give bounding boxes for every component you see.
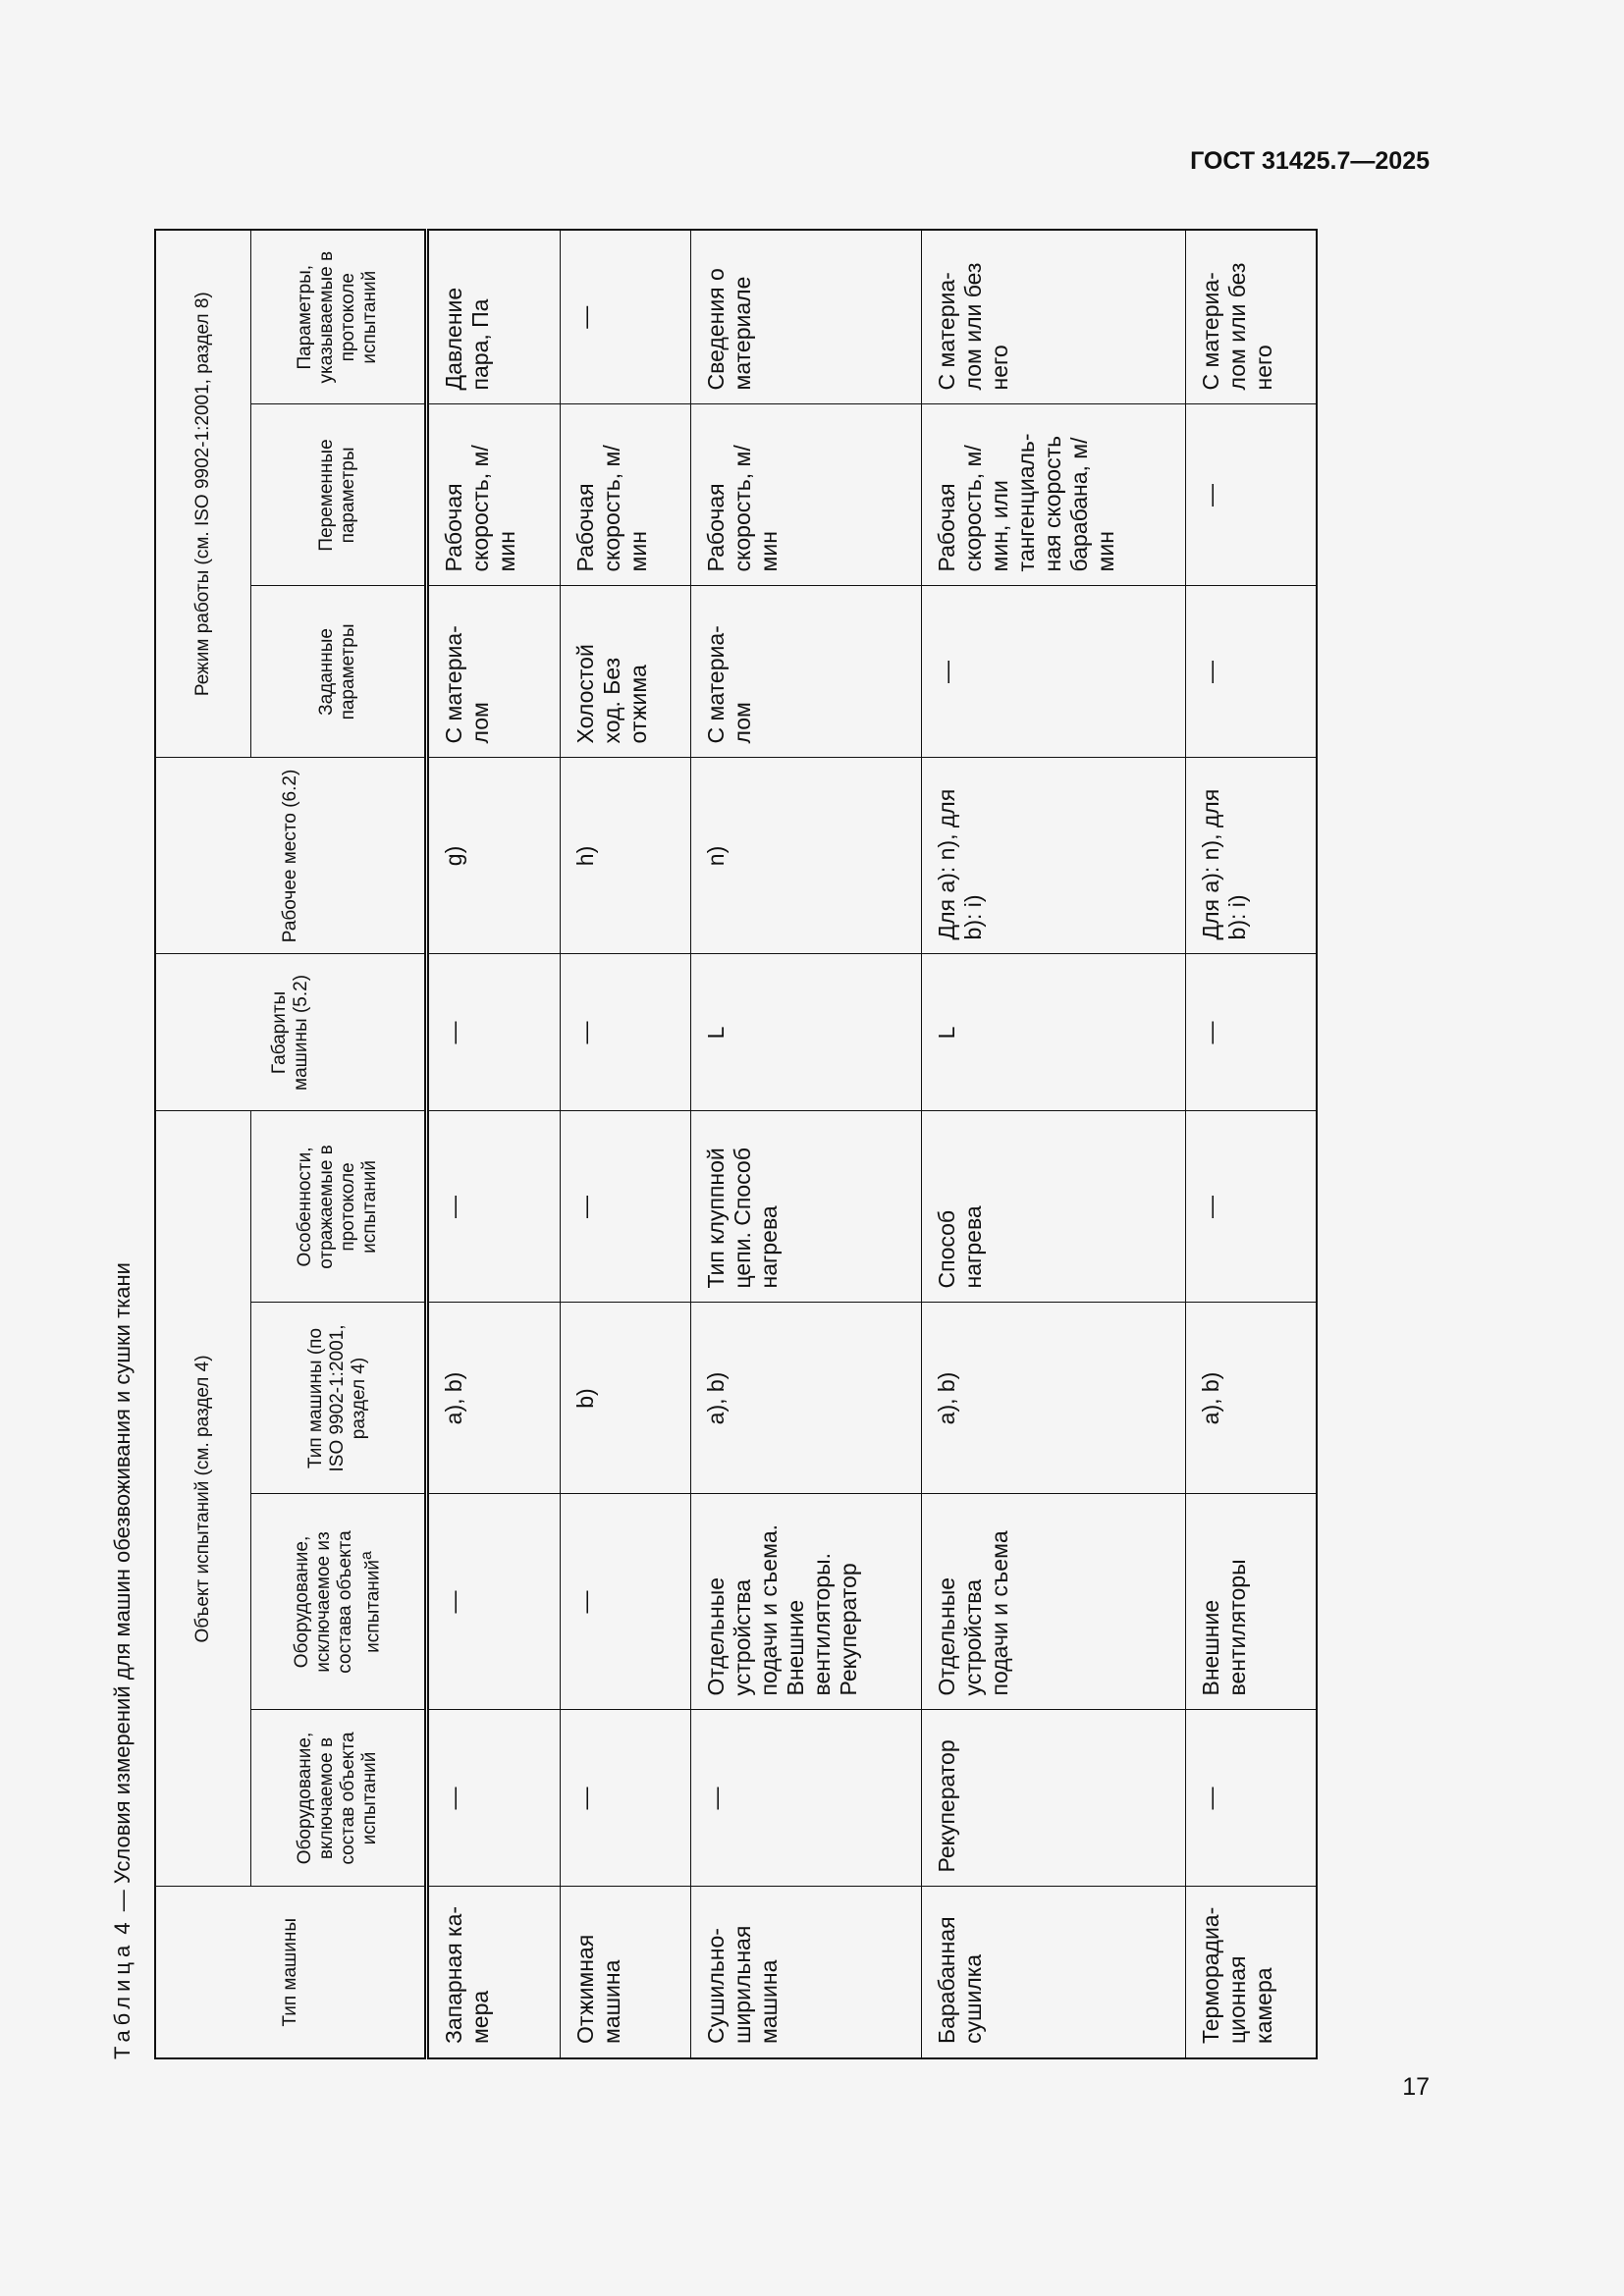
cell-dims: — <box>427 954 561 1111</box>
cell-included: — <box>1185 1710 1317 1887</box>
cell-features: — <box>560 1111 690 1303</box>
document-code: ГОСТ 31425.7—2025 <box>1190 147 1430 175</box>
header-group-mode: Режим работы (см. ISO 9902-1:2001, раздел 8) <box>155 230 251 758</box>
cell-variable: Рабочая скорость, м/мин <box>560 404 690 586</box>
cell-type: Барабанная сушилка <box>921 1887 1185 2058</box>
cell-included: — <box>427 1710 561 1887</box>
table-row <box>560 230 690 2058</box>
cell-included: Рекуператор <box>921 1710 1185 1887</box>
cell-excluded: Внешние вентиляторы <box>1185 1494 1317 1710</box>
cell-report: Сведения о материале <box>690 230 921 404</box>
header-preset: Заданные параметры <box>251 586 427 758</box>
rotated-table-container <box>154 231 1318 2059</box>
cell-variable: Рабочая скорость, м/мин <box>690 404 921 586</box>
cell-workplace: Для a): n), для b): i) <box>921 758 1185 954</box>
caption-text: — Условия измерений для машин обезвоживания и сушки ткани <box>110 1262 135 1912</box>
page-number: 17 <box>1402 2073 1430 2101</box>
header-included: Оборудование, включаемое в состав объекта испытаний <box>251 1710 427 1887</box>
footnote-marker: a <box>357 1551 375 1560</box>
header-variable: Переменные параметры <box>251 404 427 586</box>
table-row <box>921 230 1185 2058</box>
cell-type: Запарная ка-мера <box>427 1887 561 2058</box>
header-row-top <box>155 230 251 2058</box>
cell-features: — <box>1185 1111 1317 1303</box>
table-row <box>427 230 561 2058</box>
cell-iso: b) <box>560 1303 690 1494</box>
cell-excluded: Отдельные устройства подачи и съема <box>921 1494 1185 1710</box>
cell-features: Способ нагрева <box>921 1111 1185 1303</box>
header-dimensions: Габариты машины (5.2) <box>155 954 427 1111</box>
cell-preset: С материа-лом <box>427 586 561 758</box>
cell-variable: Рабочая скорость, м/мин <box>427 404 561 586</box>
header-group-object: Объект испытаний (см. раздел 4) <box>155 1111 251 1887</box>
cell-report: С материа-лом или без него <box>1185 230 1317 404</box>
cell-workplace: Для a): n), для b): i) <box>1185 758 1317 954</box>
caption-prefix: Таблица <box>110 1940 135 2059</box>
cell-preset: Холостой ход. Без отжима <box>560 586 690 758</box>
header-excluded-text: Оборудование, исключаемое из состава объекта испытаний <box>291 1530 384 1674</box>
table-row <box>1185 230 1317 2058</box>
header-features: Особенности, отражаемые в протоколе испытаний <box>251 1111 427 1303</box>
cell-included: — <box>690 1710 921 1887</box>
header-workplace: Рабочее место (6.2) <box>155 758 427 954</box>
cell-dims: — <box>1185 954 1317 1111</box>
cell-report: Давление пара, Па <box>427 230 561 404</box>
cell-dims: L <box>921 954 1185 1111</box>
cell-type: Отжимная машина <box>560 1887 690 2058</box>
table-caption <box>110 1078 135 2059</box>
cell-dims: — <box>560 954 690 1111</box>
cell-excluded: — <box>560 1494 690 1710</box>
cell-variable: Рабочая скорость, м/мин, или тангенциаль-ная скорость барабана, м/мин <box>921 404 1185 586</box>
cell-report: С материа-лом или без него <box>921 230 1185 404</box>
cell-iso: a), b) <box>921 1303 1185 1494</box>
cell-workplace: h) <box>560 758 690 954</box>
header-excluded <box>251 1494 427 1710</box>
table-row <box>690 230 921 2058</box>
cell-iso: a), b) <box>1185 1303 1317 1494</box>
cell-preset: — <box>1185 586 1317 758</box>
cell-workplace: g) <box>427 758 561 954</box>
header-type-iso: Тип машины (по ISO 9902-1:2001, раздел 4) <box>251 1303 427 1494</box>
cell-excluded: — <box>427 1494 561 1710</box>
cell-preset: С материа-лом <box>690 586 921 758</box>
cell-included: — <box>560 1710 690 1887</box>
cell-iso: a), b) <box>690 1303 921 1494</box>
cell-dims: L <box>690 954 921 1111</box>
cell-variable: — <box>1185 404 1317 586</box>
header-machine-type: Тип машины <box>155 1887 427 2058</box>
cell-excluded: Отдельные устройства подачи и съема. Внешние вентиляторы. Рекуператор <box>690 1494 921 1710</box>
cell-preset: — <box>921 586 1185 758</box>
caption-number: 4 <box>110 1917 135 1935</box>
header-row-sub <box>251 230 427 2058</box>
cell-iso: a), b) <box>427 1303 561 1494</box>
cell-type: Терморадиа-ционная камера <box>1185 1887 1317 2058</box>
cell-report: — <box>560 230 690 404</box>
cell-features: — <box>427 1111 561 1303</box>
measurement-conditions-table <box>154 229 1318 2059</box>
cell-features: Тип клуппной цепи. Способ нагрева <box>690 1111 921 1303</box>
cell-type: Сушильно-ширильная машина <box>690 1887 921 2058</box>
header-report: Параметры, указываемые в протоколе испытаний <box>251 230 427 404</box>
cell-workplace: n) <box>690 758 921 954</box>
